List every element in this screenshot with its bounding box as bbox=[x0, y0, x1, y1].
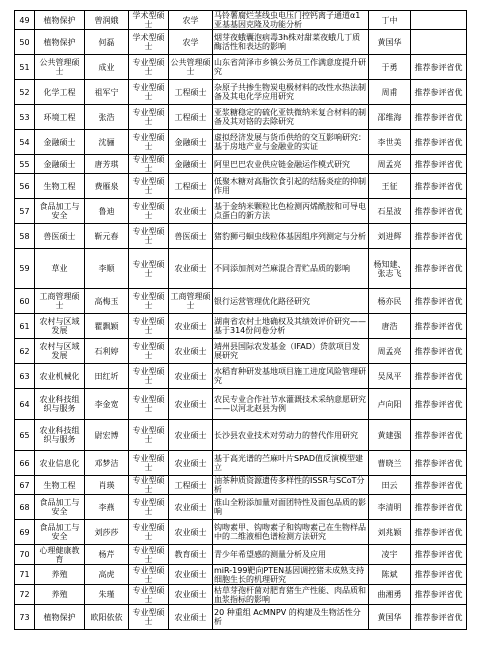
cell-advisor: 李世美 bbox=[369, 130, 411, 155]
table-row bbox=[15, 339, 467, 364]
cell-number: 65 bbox=[15, 420, 35, 451]
cell-degree-type: 专业型硕士 bbox=[129, 420, 169, 451]
cell-degree-type: 专业型硕士 bbox=[129, 605, 169, 630]
cell-degree-type: 专业型硕士 bbox=[129, 155, 169, 174]
table-row bbox=[15, 55, 467, 80]
cell-remark: 推荐参评省优 bbox=[411, 130, 467, 155]
cell-title: 银行运营管理优化路径研究 bbox=[213, 289, 369, 314]
cell-advisor: 凌宇 bbox=[369, 545, 411, 565]
table-row bbox=[15, 605, 467, 630]
cell-degree-type: 专业型硕士 bbox=[129, 289, 169, 314]
cell-degree: 农业硕士 bbox=[169, 199, 213, 224]
cell-advisor: 周甫 bbox=[369, 80, 411, 105]
cell-remark: 推荐参评省优 bbox=[411, 520, 467, 545]
cell-degree-type: 专业型硕士 bbox=[129, 249, 169, 289]
table-row bbox=[15, 11, 467, 30]
cell-degree: 农业硕士 bbox=[169, 565, 213, 585]
thesis-table-container bbox=[14, 10, 466, 630]
cell-remark: 推荐参评省优 bbox=[411, 55, 467, 80]
cell-number: 56 bbox=[15, 174, 35, 199]
cell-title: 虚拟经济发展与货币供给的交互影响研究：基于房地产业与金融业的实证 bbox=[213, 130, 369, 155]
cell-title: 长沙县农业技术对劳动力的替代作用研究 bbox=[213, 420, 369, 451]
cell-title: 20 种重组 AcMNPV 的构建及生物活性分析 bbox=[213, 605, 369, 630]
cell-degree-type: 专业型硕士 bbox=[129, 545, 169, 565]
cell-advisor: 杨亦民 bbox=[369, 289, 411, 314]
cell-title: 不同添加剂对苎麻混合青贮品质的影响 bbox=[213, 249, 369, 289]
cell-number: 71 bbox=[15, 565, 35, 585]
cell-title: 低聚木糖对高脂饮食引起的结肠炎症的抑制作用 bbox=[213, 174, 369, 199]
cell-name: 高虎 bbox=[85, 565, 129, 585]
cell-remark: 推荐参评省优 bbox=[411, 364, 467, 389]
cell-remark: 推荐参评省优 bbox=[411, 495, 467, 520]
cell-major: 养殖 bbox=[35, 565, 85, 585]
cell-degree: 农业硕士 bbox=[169, 605, 213, 630]
cell-degree-type: 专业型硕士 bbox=[129, 495, 169, 520]
cell-remark: 推荐参评省优 bbox=[411, 420, 467, 451]
cell-degree: 工程硕士 bbox=[169, 476, 213, 495]
table-body bbox=[15, 11, 467, 630]
table-row bbox=[15, 495, 467, 520]
cell-degree-type: 专业型硕士 bbox=[129, 364, 169, 389]
table-row bbox=[15, 130, 467, 155]
cell-advisor: 杨知建、张志飞 bbox=[369, 249, 411, 289]
cell-title: 山东省菏泽市乡镇公务员工作满意度提升研究 bbox=[213, 55, 369, 80]
cell-number: 50 bbox=[15, 30, 35, 55]
cell-degree: 农业硕士 bbox=[169, 520, 213, 545]
cell-name: 石利婷 bbox=[85, 339, 129, 364]
cell-degree: 农业硕士 bbox=[169, 249, 213, 289]
cell-degree: 农业硕士 bbox=[169, 585, 213, 605]
cell-degree-type: 专业型硕士 bbox=[129, 585, 169, 605]
cell-major: 农业信息化 bbox=[35, 451, 85, 476]
cell-major: 植物保护 bbox=[35, 605, 85, 630]
cell-degree: 工程硕士 bbox=[169, 105, 213, 130]
cell-name: 李金宽 bbox=[85, 389, 129, 420]
cell-number: 58 bbox=[15, 224, 35, 249]
cell-title: 油茶种质资源遗传多样性的ISSR与SCoT分析 bbox=[213, 476, 369, 495]
cell-major: 环境工程 bbox=[35, 105, 85, 130]
cell-name: 李燕 bbox=[85, 495, 129, 520]
cell-advisor: 田云 bbox=[369, 476, 411, 495]
cell-degree-type: 专业型硕士 bbox=[129, 80, 169, 105]
cell-degree-type: 专业型硕士 bbox=[129, 565, 169, 585]
cell-number: 72 bbox=[15, 585, 35, 605]
cell-remark: 推荐参评省优 bbox=[411, 451, 467, 476]
cell-name: 祖军宁 bbox=[85, 80, 129, 105]
cell-major: 兽医硕士 bbox=[35, 224, 85, 249]
cell-degree: 工程硕士 bbox=[169, 80, 213, 105]
cell-number: 57 bbox=[15, 199, 35, 224]
cell-major: 植物保护 bbox=[35, 30, 85, 55]
cell-degree: 农业硕士 bbox=[169, 389, 213, 420]
cell-major: 工商管理硕士 bbox=[35, 289, 85, 314]
table-row bbox=[15, 314, 467, 339]
cell-advisor: 黄国华 bbox=[369, 30, 411, 55]
cell-title: 水稻育种研发基地项目施工进度风险管理研究 bbox=[213, 364, 369, 389]
cell-number: 67 bbox=[15, 476, 35, 495]
cell-name: 何磊 bbox=[85, 30, 129, 55]
table-row bbox=[15, 224, 467, 249]
cell-advisor: 黄建强 bbox=[369, 420, 411, 451]
cell-remark: 推荐参评省优 bbox=[411, 389, 467, 420]
cell-degree: 农学 bbox=[169, 11, 213, 30]
table-row bbox=[15, 249, 467, 289]
table-row bbox=[15, 545, 467, 565]
cell-number: 73 bbox=[15, 605, 35, 630]
cell-remark: 推荐参评省优 bbox=[411, 199, 467, 224]
cell-title: 猪豹狮弓蛔虫线粒体基因组序列测定与分析 bbox=[213, 224, 369, 249]
table-row bbox=[15, 420, 467, 451]
cell-remark: 推荐参评省优 bbox=[411, 314, 467, 339]
cell-major: 农业科技组织与服务 bbox=[35, 420, 85, 451]
cell-name: 唐芳琪 bbox=[85, 155, 129, 174]
table-row bbox=[15, 364, 467, 389]
cell-major: 农村与区域发展 bbox=[35, 314, 85, 339]
cell-advisor: 邵维海 bbox=[369, 105, 411, 130]
table-row bbox=[15, 289, 467, 314]
table-row bbox=[15, 174, 467, 199]
cell-degree: 工程硕士 bbox=[169, 174, 213, 199]
cell-name: 肖瑛 bbox=[85, 476, 129, 495]
cell-degree: 农业硕士 bbox=[169, 314, 213, 339]
cell-degree-type: 专业型硕士 bbox=[129, 130, 169, 155]
cell-name: 费雁泉 bbox=[85, 174, 129, 199]
cell-degree: 金融硕士 bbox=[169, 155, 213, 174]
cell-number: 70 bbox=[15, 545, 35, 565]
cell-title: 青少年希望感的测量分析及应用 bbox=[213, 545, 369, 565]
table-row bbox=[15, 451, 467, 476]
cell-degree: 农业硕士 bbox=[169, 451, 213, 476]
cell-title: 枯草芽孢杆菌对肥育猪生产性能、肉品质和血浆指标的影响 bbox=[213, 585, 369, 605]
cell-advisor: 丁中 bbox=[369, 11, 411, 30]
cell-remark: 推荐参评省优 bbox=[411, 155, 467, 174]
cell-major: 公共管理硕士 bbox=[35, 55, 85, 80]
cell-advisor: 周孟亮 bbox=[369, 339, 411, 364]
cell-remark: 推荐参评省优 bbox=[411, 80, 467, 105]
cell-name: 曾润娥 bbox=[85, 11, 129, 30]
cell-major: 食品加工与安全 bbox=[35, 520, 85, 545]
cell-name: 朱瑾 bbox=[85, 585, 129, 605]
cell-remark: 推荐参评省优 bbox=[411, 224, 467, 249]
cell-title: 烟芽夜蛾囊泡病毒3h株对甜菜夜蛾几丁质酶活性和表达的影响 bbox=[213, 30, 369, 55]
cell-degree-type: 专业型硕士 bbox=[129, 520, 169, 545]
cell-name: 欧阳依依 bbox=[85, 605, 129, 630]
cell-degree: 兽医硕士 bbox=[169, 224, 213, 249]
cell-name: 靳元春 bbox=[85, 224, 129, 249]
cell-advisor: 刘进辉 bbox=[369, 224, 411, 249]
cell-major: 生物工程 bbox=[35, 174, 85, 199]
cell-remark bbox=[411, 30, 467, 55]
table-row bbox=[15, 565, 467, 585]
cell-remark: 推荐参评省优 bbox=[411, 289, 467, 314]
cell-remark: 推荐参评省优 bbox=[411, 545, 467, 565]
cell-remark: 推荐参评省优 bbox=[411, 105, 467, 130]
cell-major: 农业机械化 bbox=[35, 364, 85, 389]
cell-name: 李顺 bbox=[85, 249, 129, 289]
cell-major: 金融硕士 bbox=[35, 130, 85, 155]
cell-major: 农业科技组织与服务 bbox=[35, 389, 85, 420]
cell-degree-type: 专业型硕士 bbox=[129, 476, 169, 495]
cell-major: 食品加工与安全 bbox=[35, 199, 85, 224]
cell-degree: 农业硕士 bbox=[169, 420, 213, 451]
cell-title: 靖州县国际农发基金（IFAD）贷款项目发展研究 bbox=[213, 339, 369, 364]
cell-number: 49 bbox=[15, 11, 35, 30]
cell-title: 杂原子共掺生物炭电极材料的改性水热法制备及其电化学应用研究 bbox=[213, 80, 369, 105]
cell-name: 沈骊 bbox=[85, 130, 129, 155]
cell-title: 亚浆糖稳定的硫化亚铁微纳米复合材料的制备及其对铬的去除研究 bbox=[213, 105, 369, 130]
cell-degree: 金融硕士 bbox=[169, 130, 213, 155]
cell-number: 69 bbox=[15, 520, 35, 545]
cell-advisor: 王征 bbox=[369, 174, 411, 199]
cell-name: 尉宏博 bbox=[85, 420, 129, 451]
cell-degree-type: 专业型硕士 bbox=[129, 339, 169, 364]
thesis-table bbox=[14, 10, 467, 630]
cell-major: 草业 bbox=[35, 249, 85, 289]
cell-degree: 农业硕士 bbox=[169, 495, 213, 520]
cell-degree: 农业硕士 bbox=[169, 339, 213, 364]
cell-remark: 推荐参评省优 bbox=[411, 585, 467, 605]
cell-advisor: 于勇 bbox=[369, 55, 411, 80]
cell-degree: 农学 bbox=[169, 30, 213, 55]
cell-degree-type: 专业型硕士 bbox=[129, 174, 169, 199]
cell-title: 基于金纳米颗粒比色检测丙烯酰胺和可导电点蛋白的新方法 bbox=[213, 199, 369, 224]
cell-degree-type: 学术型硕士 bbox=[129, 30, 169, 55]
cell-major: 心理健康教育 bbox=[35, 545, 85, 565]
cell-number: 55 bbox=[15, 155, 35, 174]
cell-remark: 推荐参评省优 bbox=[411, 476, 467, 495]
cell-title: 基于高光谱的苎麻叶片SPAD值反演模型建立 bbox=[213, 451, 369, 476]
cell-major: 生物工程 bbox=[35, 476, 85, 495]
cell-name: 田红圻 bbox=[85, 364, 129, 389]
cell-remark: 推荐参评省优 bbox=[411, 339, 467, 364]
cell-number: 62 bbox=[15, 339, 35, 364]
cell-degree-type: 专业型硕士 bbox=[129, 389, 169, 420]
cell-title: 钩吻素甲、钩吻素子和钩吻素己在生物样品中的二维液相色谱检测方法研究 bbox=[213, 520, 369, 545]
cell-name: 刘莎莎 bbox=[85, 520, 129, 545]
cell-name: 杨芹 bbox=[85, 545, 129, 565]
table-row bbox=[15, 520, 467, 545]
cell-advisor: 吴凤平 bbox=[369, 364, 411, 389]
cell-title: miR-199靶向PTEN基因调控猪未成熟支持细胞生长的机理研究 bbox=[213, 565, 369, 585]
cell-name: 张浩 bbox=[85, 105, 129, 130]
table-row bbox=[15, 585, 467, 605]
cell-title: 湖南省农村土地确权及其绩效评价研究——基于314份问卷分析 bbox=[213, 314, 369, 339]
cell-advisor: 卢向阳 bbox=[369, 389, 411, 420]
cell-title: 农民专业合作社节水灌溉技术采纳意愿研究——以河北赵县为例 bbox=[213, 389, 369, 420]
cell-advisor: 曲湘勇 bbox=[369, 585, 411, 605]
cell-major: 养殖 bbox=[35, 585, 85, 605]
cell-number: 64 bbox=[15, 389, 35, 420]
cell-number: 68 bbox=[15, 495, 35, 520]
cell-title: 阿里巴巴农业供应链金融运作模式研究 bbox=[213, 155, 369, 174]
cell-degree-type: 学术型硕士 bbox=[129, 11, 169, 30]
cell-major: 食品加工与安全 bbox=[35, 495, 85, 520]
cell-name: 瞿飘颖 bbox=[85, 314, 129, 339]
cell-number: 54 bbox=[15, 130, 35, 155]
cell-name: 鲁迪 bbox=[85, 199, 129, 224]
cell-advisor: 李清明 bbox=[369, 495, 411, 520]
cell-remark: 推荐参评省优 bbox=[411, 249, 467, 289]
table-row bbox=[15, 155, 467, 174]
cell-major: 金融硕士 bbox=[35, 155, 85, 174]
cell-number: 59 bbox=[15, 249, 35, 289]
cell-remark: 推荐参评省优 bbox=[411, 565, 467, 585]
cell-number: 60 bbox=[15, 289, 35, 314]
cell-number: 51 bbox=[15, 55, 35, 80]
cell-number: 52 bbox=[15, 80, 35, 105]
cell-remark: 推荐参评省优 bbox=[411, 605, 467, 630]
cell-number: 63 bbox=[15, 364, 35, 389]
cell-advisor: 陈斌 bbox=[369, 565, 411, 585]
cell-name: 成业 bbox=[85, 55, 129, 80]
cell-name: 邓梦洁 bbox=[85, 451, 129, 476]
cell-degree: 农业硕士 bbox=[169, 364, 213, 389]
cell-degree: 工商管理硕士 bbox=[169, 289, 213, 314]
cell-advisor: 石星波 bbox=[369, 199, 411, 224]
cell-title: 淮山全粉添加量对面团特性及面包品质的影响 bbox=[213, 495, 369, 520]
cell-advisor: 曹晓兰 bbox=[369, 451, 411, 476]
table-row bbox=[15, 30, 467, 55]
cell-degree-type: 专业型硕士 bbox=[129, 224, 169, 249]
cell-advisor: 黄国华 bbox=[369, 605, 411, 630]
cell-degree-type: 专业型硕士 bbox=[129, 105, 169, 130]
table-row bbox=[15, 389, 467, 420]
cell-degree-type: 专业型硕士 bbox=[129, 314, 169, 339]
cell-degree-type: 专业型硕士 bbox=[129, 55, 169, 80]
table-row bbox=[15, 80, 467, 105]
cell-degree: 公共管理硕士 bbox=[169, 55, 213, 80]
cell-number: 66 bbox=[15, 451, 35, 476]
cell-number: 53 bbox=[15, 105, 35, 130]
table-row bbox=[15, 105, 467, 130]
cell-degree: 教育硕士 bbox=[169, 545, 213, 565]
cell-name: 高梅玉 bbox=[85, 289, 129, 314]
cell-remark: 推荐参评省优 bbox=[411, 174, 467, 199]
table-row bbox=[15, 199, 467, 224]
cell-number: 61 bbox=[15, 314, 35, 339]
cell-major: 化学工程 bbox=[35, 80, 85, 105]
cell-degree-type: 专业型硕士 bbox=[129, 199, 169, 224]
cell-remark bbox=[411, 11, 467, 30]
cell-advisor: 刘兆颖 bbox=[369, 520, 411, 545]
cell-title: 马铃薯腐烂茎线虫电压门控钙离子通道α1亚基基因克隆及功能分析 bbox=[213, 11, 369, 30]
cell-major: 农村与区域发展 bbox=[35, 339, 85, 364]
cell-advisor: 周孟亮 bbox=[369, 155, 411, 174]
cell-degree-type: 专业型硕士 bbox=[129, 451, 169, 476]
cell-major: 植物保护 bbox=[35, 11, 85, 30]
cell-advisor: 唐浩 bbox=[369, 314, 411, 339]
table-row bbox=[15, 476, 467, 495]
